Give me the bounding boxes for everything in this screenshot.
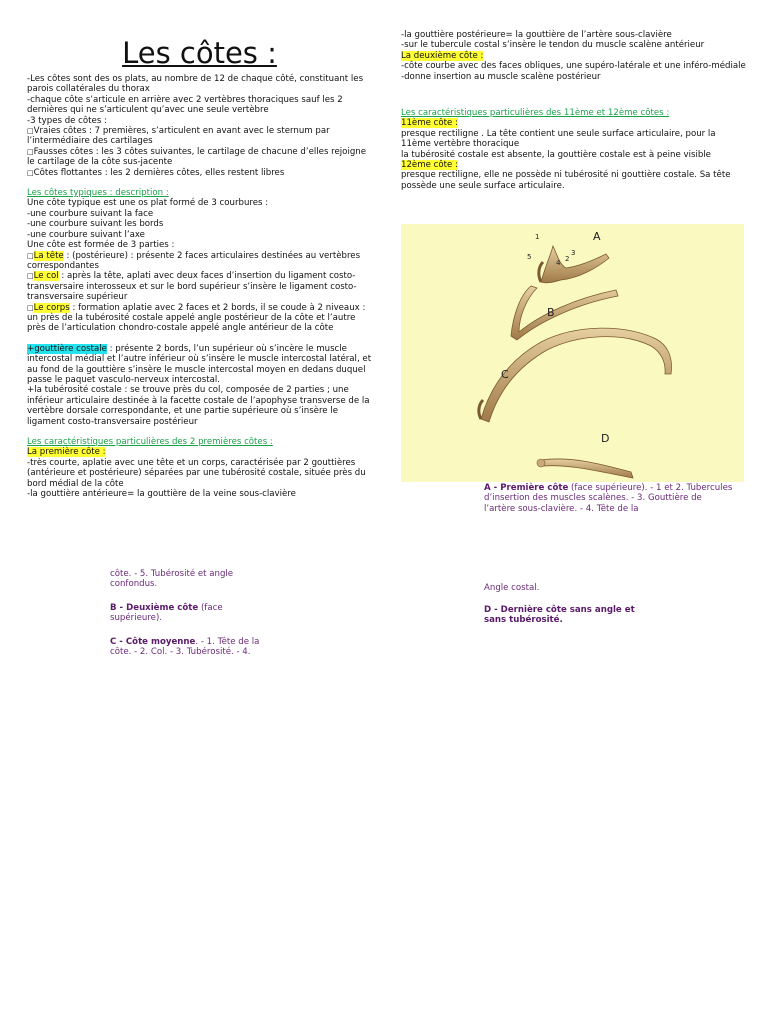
square-bullet-icon: □ [27,147,34,156]
part-item: □La tête : (postérieure) : présente 2 faces articulaires destinées au vertèbres correspondantes [27,250,361,271]
first-rib-line: -la gouttière antérieure= la gouttière de la veine sous-clavière [27,489,296,500]
highlight-label: Le col [33,271,59,282]
highlight-label: +gouttière costale [27,343,107,354]
last-ribs-heading: Les caractéristiques particulières des 11ème et 12ème côtes : [401,108,670,119]
intro-line: -Les côtes sont des os plats, au nombre de 12 de chaque côté, constituant les parois collatérales du thorax [27,74,364,95]
second-rib-line: -donne insertion au muscle scalène postérieur [401,71,601,82]
rib12-label: 12ème côte : [401,160,458,171]
rib11-line: la tubérosité costale est absente, la gouttière costale est à peine visible [401,149,711,160]
caption-angle: Angle costal. [484,583,540,593]
second-rib-label: La deuxième côte : [401,50,484,61]
second-rib-line: -côte courbe avec des faces obliques, une supéro-latérale et une inféro-médiale [401,61,746,72]
typical-line: Une côte est formée de 3 parties : [27,240,175,251]
caption-a-cont: côte. - 5. Tubérosité et angle confondus. [110,569,234,590]
rib-type-item: □Vraies côtes : 7 premières, s’articulent en avant avec le sternum par l’intermédiaire des cartilages [27,126,330,147]
rib-c-shape [481,328,671,422]
typical-line: -une courbure suivant l’axe [27,229,145,240]
ribs-illustration [401,224,744,482]
first-rib-cont-line: -sur le tubercule costal s’insère le tendon du muscle scalène antérieur [401,40,705,51]
intro-line: -3 types de côtes : [27,115,107,126]
caption-b: B - Deuxième côte (face supérieure). [110,603,223,624]
first-rib-line: -très courte, aplatie avec une tête et un corps, caractérisée par 2 gouttières (antérieure et postérieure) séparées par une tubérosité costale, située près du bord médial de la côte [27,457,366,489]
corps-line: un près de la tubérosité costale appelé angle postérieur de la côte et l’autre près de l’articulation chondro-costale appelé angle antérieur de la côte [27,312,356,334]
typical-line: -une courbure suivant la face [27,208,154,219]
right-column [401,30,746,191]
figure-number: 5 [527,253,532,261]
caption-c: C - Côte moyenne. - 1. Tête de la côte. - 2. Col. - 3. Tubérosité. - 4. [110,637,260,658]
intro-line: -chaque côte s’articule en arrière avec 2 vertèbres thoraciques sauf les 2 dernières qui ne s’articulent qu’avec une seule vertèbre [27,94,343,116]
figure-label-b: B [547,306,555,319]
rib-type-item: □Fausses côtes : les 3 côtes suivantes, le cartilage de chacune d’elles rejoigne le cartilage de la côte sus-jacente [27,146,367,168]
rib-type-item: □Côtes flottantes : les 2 dernières côtes, elles restent libres [27,167,285,178]
ribs-figure [401,224,744,482]
figure-number: 2 [565,255,570,263]
figure-number: 3 [571,249,576,257]
figure-number: 4 [556,259,561,267]
highlight-label: La tête [33,250,64,261]
rib-d-shape [541,459,633,478]
figure-label-a: A [593,230,601,243]
part-item: □Le col : après la tête, aplati avec deux faces d’insertion du ligament costo-transversaire interosseux et sur le bord supérieur s’insère le ligament costo-transversaire supérieur [27,271,357,303]
figure-label-d: D [601,432,610,445]
typical-line: -une courbure suivant les bords [27,219,164,230]
page-title: Les côtes : [122,36,277,70]
rib12-line: presque rectiligne, elle ne possède ni tubérosité ni gouttière costale. Sa tête possède une seule surface articulaire. [401,170,731,191]
rib11-line: presque rectiligne . La tête contient une seule surface articulaire, pour la 11ème vertèbre thoracique [401,128,716,150]
figure-label-c: C [501,368,509,381]
two-first-heading: Les caractéristiques particulières des 2 premières côtes : [27,437,273,447]
typical-heading: Les côtes typiques : description : [27,188,169,199]
left-column [27,30,372,499]
rib11-label: 11ème côte : [401,118,458,129]
square-bullet-icon: □ [27,251,34,260]
tuberosite-paragraph: +la tubérosité costale : se trouve près du col, composée de 2 parties ; une inférieur articulaire destinée à la facette costale de l’apophyse transverse de la vertèbre dorsale correspondante, et une partie supérieure où s’insère le ligament costo-transversaire postérieur [27,385,370,427]
highlight-label: Le corps [33,302,70,313]
first-rib-label: La première côte : [27,447,106,458]
figure-number: 1 [535,233,540,241]
caption-d: D - Dernière côte sans angle et sans tubérosité. [484,605,635,626]
square-bullet-icon: □ [27,303,34,312]
typical-line: Une côte typique est une os plat formé de 3 courbures : [27,198,269,209]
gouttiere-paragraph: +gouttière costale : présente 2 bords, l’un supérieur où s’incère le muscle intercostal médial et l’autre inférieur où s’insère le muscle intercostal latéral, et au fond de la gouttière s’insère le muscle intercostal moyen en dedans duquel passe le paquet vasculo-nerveux intercostal. [27,343,372,385]
part-item: □Le corps : formation aplatie avec 2 faces et 2 bords, il se coude à 2 niveaux : [27,302,366,313]
first-rib-cont-line: -la gouttière postérieure= la gouttière de l’artère sous-clavière [401,30,672,40]
square-bullet-icon: □ [27,127,34,136]
caption-a: A - Première côte (face supérieure). - 1 et 2. Tubercules d’insertion des muscles scalènes. - 3. Gouttière de l’artère sous-clavière. - 4. Tête de la [484,483,733,514]
square-bullet-icon: □ [27,272,34,281]
square-bullet-icon: □ [27,168,34,177]
